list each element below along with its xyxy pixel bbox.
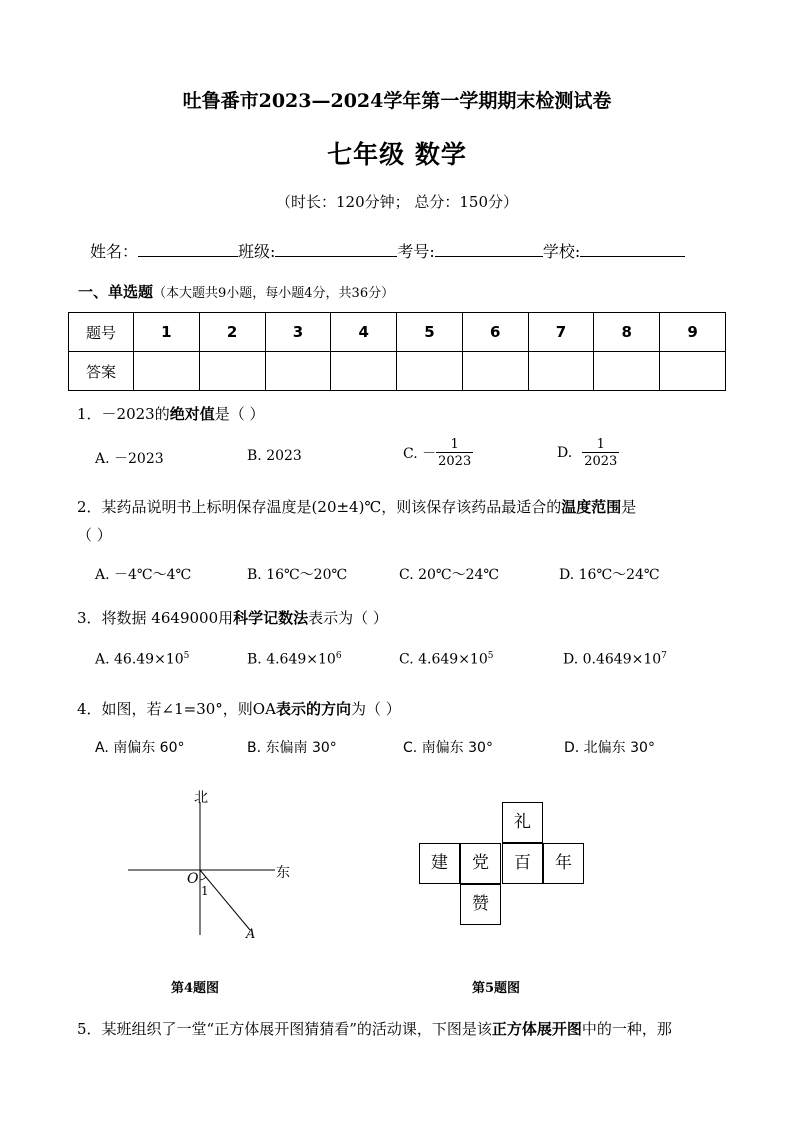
question-number: 5 <box>397 313 463 352</box>
q3-option-b <box>247 651 342 668</box>
q3-option-d <box>563 651 667 668</box>
figure-4-diagram <box>120 780 320 950</box>
q2-option-d: D. 16℃～24℃ <box>559 567 660 583</box>
name-label: 姓名： <box>90 242 139 261</box>
net-cell: 百 <box>502 843 543 884</box>
answer-cell[interactable] <box>528 352 594 391</box>
angle-label: 1 <box>201 884 209 898</box>
q5-stem-part: 中的一种，那 <box>581 1020 672 1038</box>
section-note: （本大题共9小题，每小题4分，共36分） <box>153 286 395 301</box>
origin-label: O <box>187 871 199 887</box>
q3-stem-part: 3．将数据 4649000用 <box>77 609 234 627</box>
answer-table-answer-row <box>69 352 726 391</box>
section-heading <box>78 281 394 302</box>
q3-option-c-exponent: 5 <box>487 651 494 661</box>
q4-stem-part: 4．如图，若∠1=30°，则OA <box>77 700 276 718</box>
student-info-fields <box>90 239 685 262</box>
q2-answer-paren: （ ） <box>77 526 112 544</box>
q5-stem-part: 5．某班组织了一堂“正方体展开图猜猜看”的活动课，下图是该 <box>77 1020 492 1038</box>
q3-option-c <box>399 651 493 668</box>
q3-option-a <box>95 651 189 668</box>
answer-label: 答案 <box>69 352 134 391</box>
net-cell: 礼 <box>502 802 543 843</box>
fraction-numerator: 1 <box>596 437 605 452</box>
fraction-numerator: 1 <box>450 437 459 452</box>
question-number: 2 <box>199 313 265 352</box>
fraction-denominator: 2023 <box>584 454 618 469</box>
section-title: 一、单选题 <box>78 283 154 301</box>
q3-option-b-exponent: 6 <box>335 651 342 661</box>
q3-stem-bold: 科学记数法 <box>233 609 309 627</box>
exam-no-label: 考号: <box>397 242 435 261</box>
school-blank[interactable] <box>580 240 685 257</box>
q4-stem-part: 为（ ） <box>350 700 401 718</box>
east-label: 东 <box>276 865 290 881</box>
net-cell: 赞 <box>460 884 501 925</box>
q1-option-c-fraction <box>436 437 473 469</box>
answer-table <box>68 312 726 391</box>
question-5-stem <box>77 1018 672 1039</box>
answer-table-number-row <box>69 313 726 352</box>
q1-option-c-prefix: C. － <box>403 446 437 462</box>
point-a-label: A <box>246 927 256 942</box>
figure-5-caption: 第5题图 <box>472 981 521 996</box>
q3-option-a-base: A. 46.49×10 <box>95 651 184 668</box>
q4-option-b: B. 东偏南 30° <box>247 740 337 756</box>
figure-4-caption: 第4题图 <box>171 981 220 996</box>
q1-option-d-prefix: D. <box>557 445 573 461</box>
q1-stem-part: 1．－2023的 <box>77 405 170 423</box>
question-4-stem <box>77 698 401 719</box>
q4-option-a: A. 南偏东 60° <box>95 740 185 756</box>
fraction-denominator: 2023 <box>438 454 472 469</box>
q2-stem-part: 2．某药品说明书上标明保存温度是(20±4)℃，则该保存该药品最适合的 <box>77 498 562 516</box>
answer-cell[interactable] <box>199 352 265 391</box>
school-label: 学校: <box>542 242 581 261</box>
question-number: 9 <box>660 313 726 352</box>
net-cell: 建 <box>419 843 460 884</box>
question-number: 1 <box>134 313 200 352</box>
net-cell: 年 <box>543 843 584 884</box>
question-number: 8 <box>594 313 660 352</box>
question-3-stem <box>77 607 388 628</box>
q3-option-b-base: B. 4.649×10 <box>247 651 336 668</box>
answer-cell[interactable] <box>660 352 726 391</box>
question-number: 7 <box>528 313 594 352</box>
q3-option-c-base: C. 4.649×10 <box>399 651 488 668</box>
answer-cell[interactable] <box>265 352 331 391</box>
q3-option-a-exponent: 5 <box>183 651 190 661</box>
exam-info: （时长：120分钟； 总分：150分） <box>275 193 519 211</box>
q3-stem-part: 表示为（ ） <box>308 609 388 627</box>
question-number: 4 <box>331 313 397 352</box>
q2-stem-bold: 温度范围 <box>561 498 622 516</box>
class-label: 班级: <box>238 242 276 261</box>
ray-oa <box>200 870 250 930</box>
exam-title: 吐鲁番市2023—2024学年第一学期期末检测试卷 <box>182 90 612 112</box>
q1-stem-part: 是（ ） <box>214 405 265 423</box>
exam-subtitle: 七年级 数学 <box>327 140 467 169</box>
q1-option-a: A. －2023 <box>95 451 164 467</box>
question-number-label: 题号 <box>69 313 134 352</box>
question-1-stem <box>77 403 265 424</box>
north-label: 北 <box>194 790 208 806</box>
answer-cell[interactable] <box>134 352 200 391</box>
q2-option-a: A. －4℃～4℃ <box>95 567 192 583</box>
q3-option-d-exponent: 7 <box>661 651 667 661</box>
question-number: 3 <box>265 313 331 352</box>
class-blank[interactable] <box>275 240 397 257</box>
q1-option-d <box>557 437 619 469</box>
q4-stem-bold: 表示的方向 <box>275 700 351 718</box>
q4-option-c: C. 南偏东 30° <box>403 740 493 756</box>
net-cell: 党 <box>460 843 501 884</box>
answer-cell[interactable] <box>462 352 528 391</box>
q2-option-b: B. 16℃～20℃ <box>247 567 348 583</box>
question-number: 6 <box>462 313 528 352</box>
answer-cell[interactable] <box>331 352 397 391</box>
q2-option-c: C. 20℃～24℃ <box>399 567 500 583</box>
answer-cell[interactable] <box>397 352 463 391</box>
exam-no-blank[interactable] <box>435 240 543 257</box>
q1-option-b: B. 2023 <box>247 448 302 464</box>
name-blank[interactable] <box>138 240 238 257</box>
q1-option-c <box>403 437 473 469</box>
q5-stem-bold: 正方体展开图 <box>491 1020 582 1038</box>
q1-stem-bold: 绝对值 <box>169 405 215 423</box>
question-2-stem <box>77 496 636 517</box>
q1-option-d-fraction <box>582 437 619 469</box>
angle-arc <box>200 877 206 880</box>
q3-option-d-base: D. 0.4649×10 <box>563 651 662 668</box>
answer-cell[interactable] <box>594 352 660 391</box>
q4-option-d: D. 北偏东 30° <box>564 740 655 756</box>
q2-stem-part: 是 <box>621 498 637 516</box>
